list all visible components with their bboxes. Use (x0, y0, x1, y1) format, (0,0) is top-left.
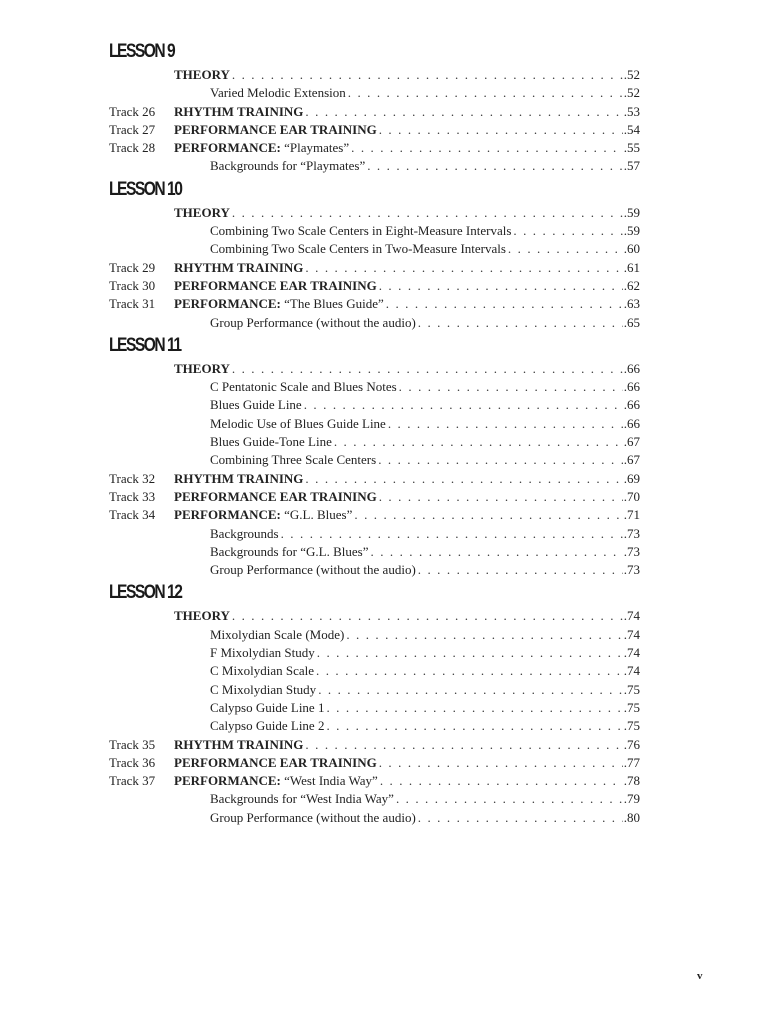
entry-page-number: .53 (623, 103, 640, 119)
entry-page-number: .73 (623, 525, 640, 541)
toc-entry (0, 295, 768, 313)
entry-title-text: “Playmates” (280, 140, 350, 156)
entry-body (174, 488, 640, 506)
entry-title-text: Blues Guide-Tone Line (210, 434, 332, 450)
entry-body (210, 415, 640, 433)
entry-page-number: .62 (623, 277, 640, 293)
entry-title-text: “G.L. Blues” (280, 507, 353, 523)
track-label: Track 37 (109, 773, 156, 789)
entry-title-bold: RHYTHM TRAINING (174, 736, 304, 752)
entry-body (174, 295, 640, 313)
entry-title (210, 699, 326, 717)
toc-entry (0, 662, 768, 680)
entry-title-bold: THEORY (174, 204, 230, 220)
toc-entry (0, 433, 768, 451)
entry-title-bold: PERFORMANCE EAR TRAINING (174, 277, 377, 293)
entry-title-text: Backgrounds for “G.L. Blues” (210, 543, 369, 559)
entry-body (210, 790, 640, 808)
entry-title (174, 772, 380, 790)
entry-body (210, 662, 640, 680)
entry-page-number: .74 (623, 663, 640, 679)
track-label: Track 36 (109, 754, 156, 770)
entry-title (174, 139, 351, 157)
entry-page-number: .66 (623, 415, 640, 431)
entry-title (210, 222, 513, 240)
toc-entry (0, 396, 768, 414)
toc-entry (0, 451, 768, 469)
toc-entry (0, 525, 768, 543)
toc-entry (0, 470, 768, 488)
track-label: Track 34 (109, 507, 156, 523)
toc-entry (0, 626, 768, 644)
toc-entry (0, 240, 768, 258)
entry-title-text: Group Performance (without the audio) (210, 314, 416, 330)
entry-title (210, 378, 399, 396)
entry-page-number: .63 (623, 296, 640, 312)
entry-body (210, 84, 640, 102)
dot-leader (386, 295, 623, 313)
dot-leader (379, 754, 623, 772)
dot-leader (354, 506, 622, 524)
entry-title-bold: RHYTHM TRAINING (174, 470, 304, 486)
entry-page-number: .74 (623, 626, 640, 642)
table-of-contents (0, 38, 768, 827)
entry-title-text: Calypso Guide Line 1 (210, 699, 325, 715)
entry-title-bold: THEORY (174, 67, 230, 82)
entry-body (210, 378, 640, 396)
dot-leader (418, 809, 623, 827)
entry-page-number: .74 (623, 608, 640, 624)
entry-page-number: .69 (623, 470, 640, 486)
entry-body (210, 717, 640, 735)
entry-body (174, 360, 640, 378)
dot-leader (508, 240, 623, 258)
entry-page-number: .80 (623, 809, 640, 825)
entry-body (174, 259, 640, 277)
entry-page-number: .55 (623, 140, 640, 156)
entry-title (174, 295, 386, 313)
toc-entry (0, 644, 768, 662)
dot-leader (317, 644, 623, 662)
lesson-heading: LESSON 10 (109, 178, 182, 200)
entry-title (174, 259, 305, 277)
entry-title-text: Backgrounds for “Playmates” (210, 158, 366, 174)
entry-title-bold: PERFORMANCE: (174, 507, 281, 523)
entry-page-number: .73 (623, 543, 640, 559)
toc-entry (0, 772, 768, 790)
entry-page-number: .75 (623, 718, 640, 734)
entry-page-number: .57 (623, 158, 640, 174)
toc-entry (0, 157, 768, 175)
entry-title (174, 66, 232, 84)
entry-title-text: Combining Three Scale Centers (210, 452, 377, 468)
entry-body (174, 607, 640, 625)
entry-title (174, 470, 305, 488)
dot-leader (305, 736, 622, 754)
dot-leader (304, 396, 623, 414)
toc-entry (0, 103, 768, 121)
entry-page-number: .79 (623, 791, 640, 807)
entry-body (174, 754, 640, 772)
entry-title (174, 754, 379, 772)
entry-title-text: Backgrounds for “West India Way” (210, 791, 394, 807)
dot-leader (232, 360, 623, 378)
entry-page-number: .66 (623, 360, 640, 376)
entry-title (210, 626, 346, 644)
lesson-heading: LESSON 11 (109, 334, 181, 356)
dot-leader (351, 139, 623, 157)
entry-page-number: .59 (623, 204, 640, 220)
entry-title-bold: THEORY (174, 608, 230, 624)
entry-title-bold: PERFORMANCE: (174, 773, 281, 789)
entry-page-number: .66 (623, 379, 640, 395)
toc-entry (0, 204, 768, 222)
entry-page-number: .52 (623, 85, 640, 101)
entry-body (210, 240, 640, 258)
entry-title-text: C Pentatonic Scale and Blues Notes (210, 379, 397, 395)
entry-body (174, 736, 640, 754)
dot-leader (399, 378, 623, 396)
dot-leader (380, 772, 623, 790)
entry-title (174, 121, 379, 139)
entry-body (210, 543, 640, 561)
entry-title (174, 607, 232, 625)
dot-leader (334, 433, 623, 451)
entry-title (210, 717, 326, 735)
entry-body (210, 699, 640, 717)
entry-body (210, 626, 640, 644)
entry-title-bold: PERFORMANCE EAR TRAINING (174, 488, 377, 504)
toc-entry (0, 259, 768, 277)
entry-page-number: .65 (623, 314, 640, 330)
dot-leader (346, 626, 622, 644)
entry-body (174, 139, 640, 157)
toc-entry (0, 222, 768, 240)
dot-leader (379, 488, 623, 506)
lesson-heading: LESSON 12 (109, 582, 182, 604)
toc-entry (0, 378, 768, 396)
entry-page-number: .67 (623, 452, 640, 468)
entry-body (210, 222, 640, 240)
track-label: Track 29 (109, 259, 156, 275)
entry-title (174, 277, 379, 295)
entry-page-number: .54 (623, 121, 640, 137)
track-label: Track 32 (109, 470, 156, 486)
entry-title (210, 240, 508, 258)
entry-body (210, 644, 640, 662)
entry-title-text: C Mixolydian Scale (210, 663, 314, 679)
toc-entry (0, 488, 768, 506)
entry-title-text: F Mixolydian Study (210, 645, 315, 661)
entry-title (210, 525, 281, 543)
entry-title-text: “The Blues Guide” (280, 296, 384, 312)
entry-body (210, 451, 640, 469)
entry-body (210, 681, 640, 699)
entry-title (174, 736, 305, 754)
entry-page-number: .74 (623, 645, 640, 661)
entry-title (210, 790, 396, 808)
lesson-section (0, 579, 768, 827)
entry-title-text: Combining Two Scale Centers in Eight-Measure Intervals (210, 223, 512, 239)
entry-title-bold: PERFORMANCE: (174, 296, 281, 312)
lesson-section (0, 38, 768, 176)
entry-page-number: .71 (623, 507, 640, 523)
dot-leader (513, 222, 622, 240)
dot-leader (232, 204, 623, 222)
dot-leader (281, 525, 623, 543)
toc-entry (0, 84, 768, 102)
entry-body (210, 396, 640, 414)
entry-title (174, 360, 232, 378)
dot-leader (305, 470, 622, 488)
entry-page-number: .73 (623, 562, 640, 578)
entry-title-text: C Mixolydian Study (210, 681, 317, 697)
entry-title-bold: PERFORMANCE: (174, 140, 281, 156)
entry-body (174, 103, 640, 121)
entry-title-text: “West India Way” (280, 773, 378, 789)
entry-title (210, 396, 304, 414)
entry-page-number: .67 (623, 434, 640, 450)
dot-leader (318, 681, 623, 699)
entry-title-text: Group Performance (without the audio) (210, 809, 416, 825)
entry-page-number: .75 (623, 699, 640, 715)
page-number: v (697, 970, 703, 982)
entry-title-text: Melodic Use of Blues Guide Line (210, 415, 386, 431)
entry-title-text: Mixolydian Scale (Mode) (210, 626, 345, 642)
entry-title (210, 415, 388, 433)
entry-title (210, 644, 317, 662)
toc-entry (0, 506, 768, 524)
entry-body (210, 433, 640, 451)
entry-title-bold: PERFORMANCE EAR TRAINING (174, 121, 377, 137)
toc-entry (0, 754, 768, 772)
dot-leader (379, 121, 623, 139)
entry-body (174, 204, 640, 222)
toc-entry (0, 121, 768, 139)
toc-entry (0, 360, 768, 378)
dot-leader (379, 277, 623, 295)
entry-title-text: Blues Guide Line (210, 397, 302, 413)
dot-leader (367, 157, 623, 175)
track-label: Track 31 (109, 296, 156, 312)
entry-body (174, 277, 640, 295)
toc-entry (0, 277, 768, 295)
entry-title (210, 314, 418, 332)
entry-title (174, 506, 354, 524)
toc-entry (0, 543, 768, 561)
entry-title (210, 157, 367, 175)
entry-body (174, 470, 640, 488)
entry-title (210, 451, 378, 469)
toc-entry (0, 139, 768, 157)
toc-entry (0, 607, 768, 625)
toc-entry (0, 681, 768, 699)
toc-entry (0, 314, 768, 332)
dot-leader (348, 84, 623, 102)
lesson-heading: LESSON 9 (109, 41, 175, 62)
entry-title-text: Combining Two Scale Centers in Two-Measure Intervals (210, 241, 506, 257)
entry-title-bold: RHYTHM TRAINING (174, 259, 304, 275)
dot-leader (371, 543, 623, 561)
entry-page-number: .78 (623, 773, 640, 789)
entry-title (210, 662, 316, 680)
dot-leader (232, 607, 623, 625)
entry-title (210, 809, 418, 827)
toc-entry (0, 736, 768, 754)
toc-entry (0, 561, 768, 579)
entry-title (210, 84, 348, 102)
dot-leader (305, 103, 622, 121)
entry-title-bold: THEORY (174, 360, 230, 376)
track-label: Track 27 (109, 121, 156, 137)
toc-entry (0, 790, 768, 808)
entry-title (174, 103, 305, 121)
dot-leader (418, 561, 623, 579)
track-label: Track 33 (109, 488, 156, 504)
dot-leader (326, 699, 622, 717)
dot-leader (396, 790, 623, 808)
entry-title (210, 681, 318, 699)
entry-body (174, 66, 640, 84)
entry-page-number: .59 (623, 223, 640, 239)
entry-title-bold: PERFORMANCE EAR TRAINING (174, 754, 377, 770)
entry-body (210, 809, 640, 827)
dot-leader (316, 662, 623, 680)
entry-page-number: .52 (623, 67, 640, 82)
dot-leader (418, 314, 623, 332)
entry-body (210, 314, 640, 332)
dot-leader (232, 66, 623, 84)
toc-entry (0, 717, 768, 735)
entry-page-number: .77 (623, 754, 640, 770)
entry-title (210, 433, 334, 451)
dot-leader (326, 717, 622, 735)
entry-page-number: .60 (623, 241, 640, 257)
entry-title-text: Varied Melodic Extension (210, 85, 346, 101)
entry-title (174, 204, 232, 222)
entry-title (210, 561, 418, 579)
entry-page-number: .75 (623, 681, 640, 697)
track-label: Track 30 (109, 277, 156, 293)
toc-entry (0, 699, 768, 717)
toc-entry (0, 66, 768, 84)
lesson-section (0, 176, 768, 332)
entry-body (210, 561, 640, 579)
entry-page-number: .61 (623, 259, 640, 275)
track-label: Track 28 (109, 140, 156, 156)
entry-body (174, 506, 640, 524)
entry-page-number: .70 (623, 488, 640, 504)
dot-leader (388, 415, 623, 433)
dot-leader (378, 451, 623, 469)
track-label: Track 35 (109, 736, 156, 752)
entry-body (210, 157, 640, 175)
entry-page-number: .66 (623, 397, 640, 413)
toc-entry (0, 415, 768, 433)
entry-body (174, 121, 640, 139)
entry-title-text: Calypso Guide Line 2 (210, 718, 325, 734)
lesson-section (0, 332, 768, 580)
entry-title-text: Backgrounds (210, 525, 279, 541)
track-label: Track 26 (109, 103, 156, 119)
dot-leader (305, 259, 622, 277)
entry-title-bold: RHYTHM TRAINING (174, 103, 304, 119)
entry-title (210, 543, 371, 561)
entry-body (210, 525, 640, 543)
entry-page-number: .76 (623, 736, 640, 752)
toc-entry (0, 809, 768, 827)
entry-body (174, 772, 640, 790)
entry-title-text: Group Performance (without the audio) (210, 562, 416, 578)
entry-title (174, 488, 379, 506)
